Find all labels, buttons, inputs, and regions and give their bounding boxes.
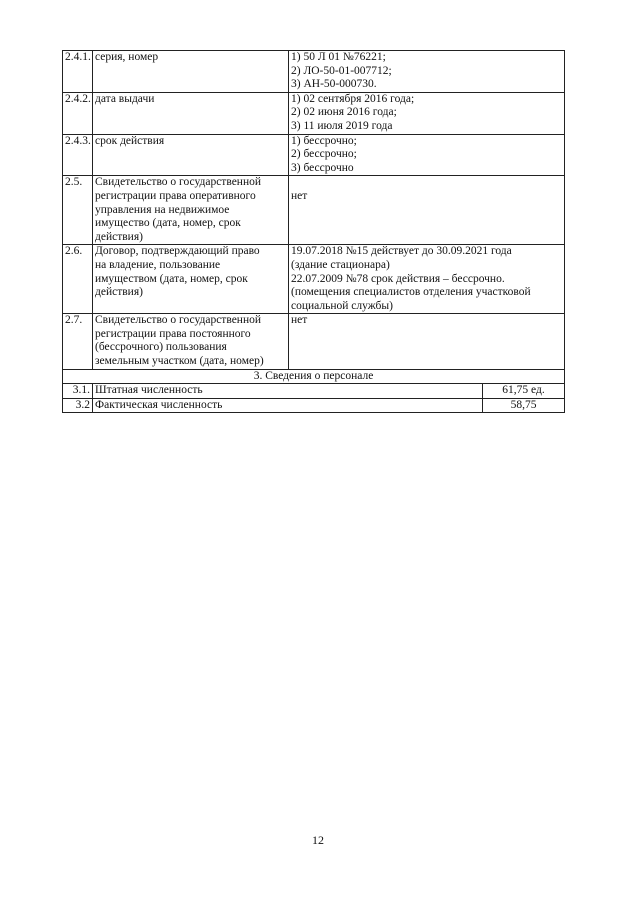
value-line: 22.07.2009 №78 срок действия – бессрочно. xyxy=(291,272,505,285)
label-line: Свидетельство о государственной xyxy=(95,176,262,189)
value-line: 3) 11 июля 2019 года xyxy=(291,119,393,132)
value-line: нет xyxy=(291,190,308,203)
row-label: дата выдачи xyxy=(93,92,289,134)
table-row xyxy=(63,176,565,245)
value-line: 1) 50 Л 01 №76221; xyxy=(291,51,386,63)
label-line: действия) xyxy=(95,286,143,299)
properties-table xyxy=(62,50,565,413)
row-label xyxy=(93,245,289,314)
row-label xyxy=(93,314,289,369)
table-row xyxy=(63,51,565,93)
label-line: регистрации права постоянного xyxy=(95,327,251,340)
row-number: 2.6. xyxy=(63,245,93,314)
label-line: земельным участком (дата, номер) xyxy=(95,355,264,368)
row-number: 2.4.1. xyxy=(63,51,93,93)
label-line: Свидетельство о государственной xyxy=(95,314,262,327)
row-value xyxy=(289,134,565,176)
row-value xyxy=(289,176,565,245)
label-line: Договор, подтверждающий право xyxy=(95,245,260,258)
row-number: 3.2 xyxy=(63,398,93,413)
row-label: срок действия xyxy=(93,134,289,176)
section-header-row xyxy=(63,369,565,384)
row-label xyxy=(93,176,289,245)
page-number: 12 xyxy=(312,833,324,847)
value-line: 19.07.2018 №15 действует до 30.09.2021 года xyxy=(291,245,512,258)
value-line: (помещения специалистов отделения участковой xyxy=(291,286,531,299)
row-value: 58,75 xyxy=(483,398,565,413)
table-row xyxy=(63,134,565,176)
value-line: 1) бессрочно; xyxy=(291,134,357,147)
table-row xyxy=(63,314,565,369)
value-line: (здание стационара) xyxy=(291,258,390,271)
table-row xyxy=(63,92,565,134)
value-line: 3) АН-50-000730. xyxy=(291,78,377,91)
row-label: Штатная численность xyxy=(93,384,483,399)
label-line: на владение, пользование xyxy=(95,258,221,271)
label-line: управления на недвижимое xyxy=(95,203,230,216)
section-title: 3. Сведения о персонале xyxy=(63,369,565,384)
row-label: серия, номер xyxy=(93,51,289,93)
value-line: социальной службы) xyxy=(291,299,393,312)
label-line: регистрации права оперативного xyxy=(95,189,256,202)
row-value xyxy=(289,314,565,369)
row-value xyxy=(289,245,565,314)
row-number: 2.4.3. xyxy=(63,134,93,176)
label-line: (бессрочного) пользования xyxy=(95,341,227,354)
table-row xyxy=(63,245,565,314)
value-line: 2) ЛО-50-01-007712; xyxy=(291,64,392,77)
row-label: Фактическая численность xyxy=(93,398,483,413)
value-line: 1) 02 сентября 2016 года; xyxy=(291,92,415,105)
table-row xyxy=(63,384,565,399)
value-line: 3) бессрочно xyxy=(291,161,354,174)
row-value xyxy=(289,51,565,93)
value-line: нет xyxy=(291,314,308,327)
table-row xyxy=(63,398,565,413)
row-number: 2.4.2. xyxy=(63,92,93,134)
label-line: действия) xyxy=(95,230,143,243)
row-number: 2.7. xyxy=(63,314,93,369)
row-value: 61,75 ед. xyxy=(483,384,565,399)
label-line: имуществом (дата, номер, срок xyxy=(95,272,248,285)
row-number: 3.1. xyxy=(63,384,93,399)
value-line: 2) 02 июня 2016 года; xyxy=(291,106,397,119)
label-line: имущество (дата, номер, срок xyxy=(95,217,241,230)
row-value xyxy=(289,92,565,134)
value-line: 2) бессрочно; xyxy=(291,148,357,161)
row-number: 2.5. xyxy=(63,176,93,245)
